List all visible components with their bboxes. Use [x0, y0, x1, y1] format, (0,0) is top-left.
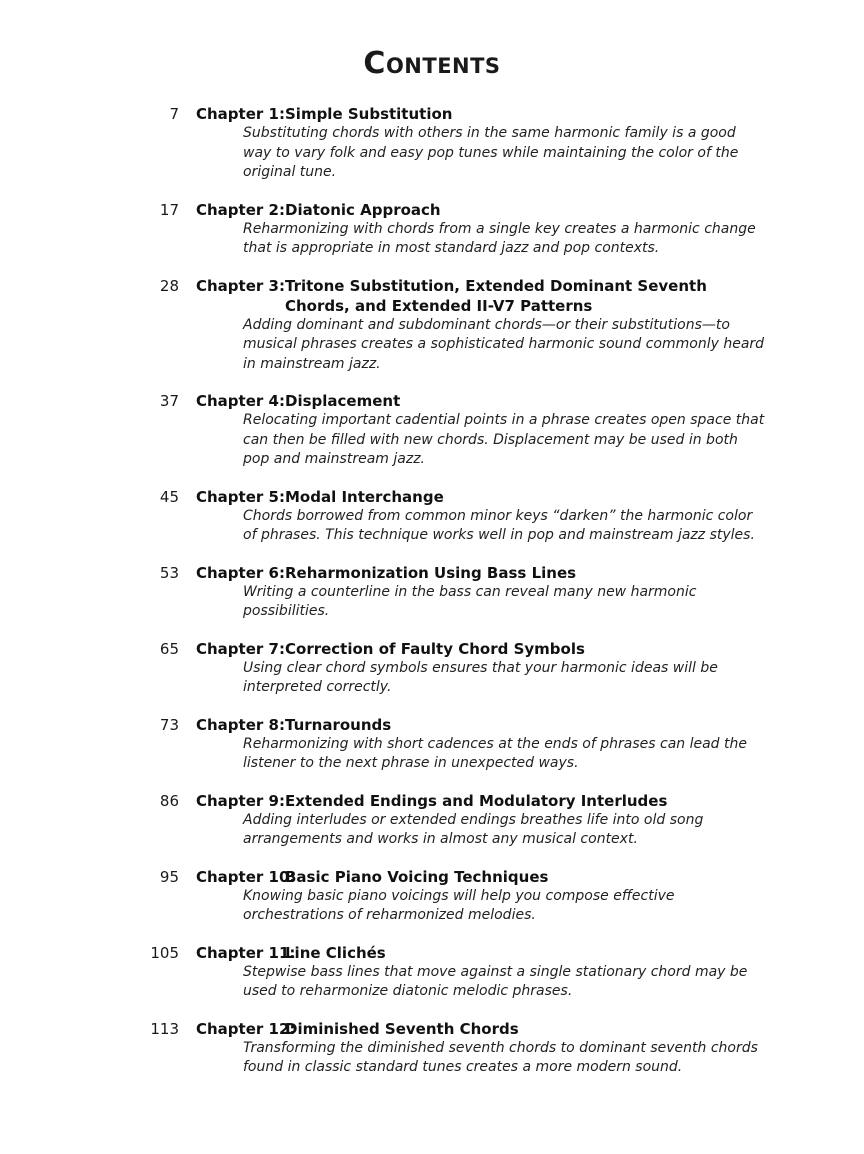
chapter-title-line: Basic Piano Voicing Techniques — [285, 867, 549, 886]
chapter-label: Chapter 1: — [196, 105, 285, 123]
chapter-heading — [196, 391, 864, 411]
description-line: Reharmonizing with chords from a single key creates a harmonic change — [243, 220, 756, 237]
page-number: 73 — [159, 715, 179, 734]
description-line: Stepwise bass lines that move against a single stationary chord may be — [243, 963, 748, 980]
toc-entry[interactable] — [0, 563, 864, 622]
chapter-title-line: Simple Substitution — [285, 105, 453, 123]
chapter-label: Chapter 6: — [196, 563, 285, 582]
chapter-description — [243, 1039, 758, 1078]
description-line: Knowing basic piano voicings will help you compose effective — [243, 887, 675, 904]
page-number: 45 — [159, 487, 179, 506]
chapter-description — [243, 659, 723, 698]
chapter-heading — [196, 200, 864, 220]
chapter-description — [243, 507, 755, 546]
chapter-title-line: Reharmonization Using Bass Lines — [285, 563, 577, 582]
page-number: 37 — [159, 392, 179, 410]
chapter-description — [243, 811, 723, 850]
description-line: Substituting chords with others in the same harmonic family is a good — [243, 125, 736, 141]
chapter-description — [243, 887, 723, 926]
page-number: 113 — [150, 1019, 179, 1038]
toc-entry[interactable] — [0, 867, 864, 926]
page-number: 53 — [159, 563, 179, 582]
chapter-label: Chapter 2: — [196, 200, 285, 219]
chapter-heading — [196, 1019, 864, 1039]
description-line: Writing a counterline in the bass can reveal many new harmonic — [243, 583, 697, 600]
description-line: used to reharmonize diatonic melodic phrases. — [243, 983, 573, 999]
description-line: possibilities. — [243, 603, 330, 619]
chapter-title-line: Correction of Faulty Chord Symbols — [285, 639, 585, 658]
description-line: Reharmonizing with short cadences at the ends of phrases can lead the — [243, 735, 747, 752]
description-line: orchestrations of reharmonized melodies. — [243, 907, 536, 923]
chapter-heading — [196, 867, 864, 887]
chapter-label: Chapter 3: — [196, 276, 285, 295]
description-line: that is appropriate in most standard jazz and pop contexts. — [243, 240, 660, 256]
description-line: Chords borrowed from common minor keys “darken” the harmonic color — [243, 507, 753, 524]
chapter-title — [285, 791, 685, 811]
chapter-heading — [196, 563, 864, 583]
page-number: 86 — [159, 791, 179, 810]
page-title: Contents — [363, 46, 501, 81]
chapter-description — [243, 963, 748, 1002]
chapter-description — [243, 411, 765, 470]
chapter-title-line: Diatonic Approach — [285, 200, 441, 219]
toc-entry[interactable] — [0, 487, 864, 546]
chapter-label: Chapter 4: — [196, 392, 285, 410]
chapter-title-line: Line Clichés — [285, 943, 386, 962]
chapter-title — [285, 391, 685, 411]
chapter-title — [285, 639, 685, 659]
toc-entry[interactable] — [0, 200, 864, 259]
description-line: way to vary folk and easy pop tunes while maintaining the color of the — [243, 144, 739, 161]
chapter-title — [285, 563, 685, 583]
description-line: Using clear chord symbols ensures that your harmonic ideas will be — [243, 659, 718, 676]
chapter-description — [243, 735, 747, 774]
chapter-title — [285, 104, 685, 124]
description-line: Adding dominant and subdominant chords—or their substitutions—to — [243, 316, 730, 333]
chapter-title — [285, 867, 685, 887]
chapter-title-line: Extended Endings and Modulatory Interludes — [285, 791, 668, 810]
toc-entry[interactable] — [0, 943, 864, 1002]
chapter-title — [285, 200, 685, 220]
toc-entry[interactable] — [0, 715, 864, 774]
chapter-label: Chapter 12: — [196, 1019, 296, 1038]
chapter-title — [285, 487, 685, 507]
toc-entry[interactable] — [0, 391, 864, 470]
toc-entry[interactable] — [0, 104, 864, 183]
description-line: original tune. — [243, 164, 337, 180]
chapter-title — [285, 1019, 685, 1039]
description-line: interpreted correctly. — [243, 679, 392, 695]
chapter-description — [243, 583, 723, 622]
chapter-heading — [196, 639, 864, 659]
description-line: Relocating important cadential points in a phrase creates open space that — [243, 412, 765, 428]
chapter-title-line: Chords, and Extended II-V7 Patterns — [285, 296, 593, 315]
page-number: 95 — [159, 867, 179, 886]
chapter-heading — [196, 487, 864, 507]
chapter-title-line: Diminished Seventh Chords — [285, 1019, 519, 1038]
chapter-heading — [196, 791, 864, 811]
page-number: 65 — [159, 639, 179, 658]
chapter-label: Chapter 9: — [196, 791, 285, 810]
chapter-description — [243, 220, 756, 259]
chapter-heading — [196, 276, 864, 316]
table-of-contents — [0, 104, 864, 1095]
chapter-title — [285, 715, 685, 735]
chapter-heading — [196, 104, 864, 124]
chapter-label: Chapter 10: — [196, 867, 296, 886]
chapter-description — [243, 124, 739, 183]
description-line: can then be filled with new chords. Displacement may be used in both — [243, 431, 738, 448]
chapter-title-line: Turnarounds — [285, 715, 392, 734]
toc-entry[interactable] — [0, 1019, 864, 1078]
chapter-title — [285, 276, 707, 316]
chapter-description — [243, 316, 765, 375]
chapter-label: Chapter 7: — [196, 639, 285, 658]
description-line: Transforming the diminished seventh chords to dominant seventh chords — [243, 1039, 758, 1056]
chapter-label: Chapter 11: — [196, 943, 296, 962]
chapter-heading — [196, 715, 864, 735]
chapter-label: Chapter 8: — [196, 715, 285, 734]
page-number: 7 — [169, 105, 179, 123]
description-line: Adding interludes or extended endings breathes life into old song — [243, 811, 704, 828]
description-line: in mainstream jazz. — [243, 355, 381, 372]
description-line: musical phrases creates a sophisticated harmonic sound commonly heard — [243, 336, 765, 352]
toc-entry[interactable] — [0, 639, 864, 698]
toc-entry[interactable] — [0, 791, 864, 850]
page-number: 17 — [159, 200, 179, 219]
chapter-label: Chapter 5: — [196, 487, 285, 506]
page-number: 105 — [150, 943, 179, 962]
page-number: 28 — [159, 276, 179, 295]
chapter-title-line: Displacement — [285, 392, 401, 410]
chapter-title — [285, 943, 685, 963]
chapter-heading — [196, 943, 864, 963]
chapter-title-line: Modal Interchange — [285, 487, 444, 506]
description-line: arrangements and works in almost any musical context. — [243, 831, 638, 847]
description-line: listener to the next phrase in unexpected ways. — [243, 755, 579, 771]
description-line: pop and mainstream jazz. — [243, 451, 425, 467]
toc-entry[interactable] — [0, 276, 864, 375]
chapter-title-line: Tritone Substitution, Extended Dominant Seventh — [285, 276, 707, 295]
description-line: of phrases. This technique works well in pop and mainstream jazz styles. — [243, 527, 755, 543]
description-line: found in classic standard tunes creates a more modern sound. — [243, 1059, 683, 1075]
